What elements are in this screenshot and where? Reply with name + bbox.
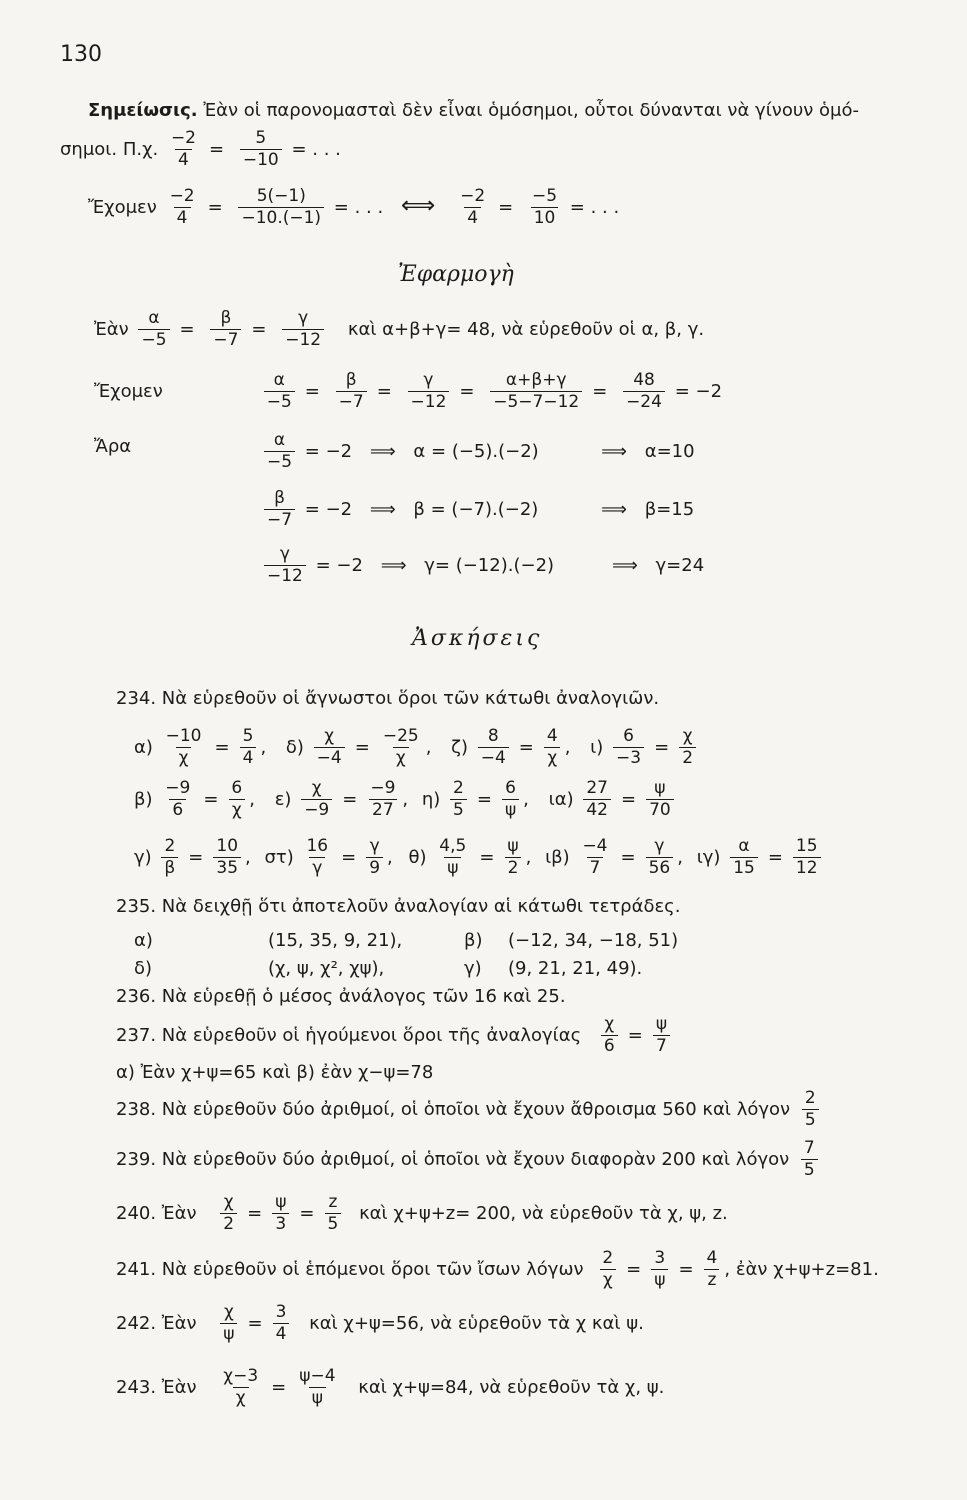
page-number: 130 <box>60 42 102 67</box>
fraction <box>599 1250 616 1290</box>
fraction-denominator: 3 <box>272 1213 289 1234</box>
equals-sign: = <box>271 1376 287 1398</box>
fraction-denominator: χ <box>229 799 245 820</box>
fraction <box>210 310 241 350</box>
equals-sign: = <box>376 380 392 402</box>
fraction-numerator: α <box>273 430 286 450</box>
fraction-denominator: −7 <box>264 509 295 530</box>
fraction <box>730 838 758 878</box>
fraction-denominator: 2 <box>220 1213 237 1234</box>
fraction-denominator: γ <box>309 857 325 878</box>
fraction <box>228 780 245 820</box>
equals-sign: = <box>518 736 534 758</box>
fraction-denominator: 9 <box>366 857 383 878</box>
fraction-numerator: χ <box>604 1014 615 1034</box>
fraction-denominator: 70 <box>646 799 674 820</box>
note-text-2: σημοι. Π.χ. <box>60 138 159 160</box>
solution-row-gamma: $\frac{\gamma}{-12}$ = −2 ⟹ γ= (−12).(−2) ⟹ γ=24 <box>260 546 704 586</box>
application-title: Ἐφαρμογὴ <box>398 262 514 287</box>
fraction <box>436 838 469 878</box>
therefore-label: Ἄρα <box>94 436 132 457</box>
exercise-243: 243. Ἐὰν $\frac{\chi-3}{\chi}$ = $\frac{\psi-4}{\psi}$ καὶ χ+ψ=84, νὰ εὑρεθοῦν τὰ χ, ψ. <box>116 1366 665 1408</box>
fraction-numerator: α <box>738 836 750 856</box>
equals-sign: = <box>251 318 267 340</box>
fraction-denominator: 7 <box>587 857 604 878</box>
implies-arrow: ⟹ <box>369 440 396 462</box>
exercise-242: 242. Ἐὰν $\frac{\chi}{\psi}$ = $\frac{3}{4}$ καὶ χ+ψ=56, νὰ εὑρεθοῦν τὰ χ καὶ ψ. <box>116 1302 644 1344</box>
fraction <box>801 1140 818 1180</box>
note-h-dots: = . . . <box>333 196 384 218</box>
fraction-denominator: 4 <box>273 1323 290 1344</box>
note-label: Σημείωσις. <box>88 100 198 121</box>
fraction-numerator: −2 <box>170 128 196 148</box>
fraction <box>264 432 295 472</box>
fraction-denominator: −5−7−12 <box>490 391 582 412</box>
fraction-denominator: −4 <box>314 747 345 768</box>
fraction <box>336 372 367 412</box>
fraction <box>653 1016 670 1056</box>
equals-sign: = <box>342 788 358 810</box>
exercise-236: 236. Νὰ εὑρεθῇ ὁ μέσος ἀνάλογος τῶν 16 καὶ 25. <box>116 986 566 1007</box>
fraction-denominator: 15 <box>730 857 758 878</box>
fraction-denominator: −12 <box>408 391 450 412</box>
fraction-numerator: χ−3 <box>223 1366 259 1386</box>
fraction <box>504 838 521 878</box>
fraction-denominator: −10 <box>240 149 282 170</box>
equals-sign: = <box>592 380 608 402</box>
fraction <box>303 838 331 878</box>
equals-sign: = <box>767 846 783 868</box>
fraction-numerator: χ <box>324 726 335 746</box>
fraction-numerator: 6 <box>623 726 634 746</box>
fraction-numerator: ψ <box>654 778 666 798</box>
fraction-numerator: β <box>345 370 357 390</box>
fraction-numerator: β <box>220 308 232 328</box>
fraction-numerator: χ <box>223 1192 234 1212</box>
fraction-denominator: −7 <box>336 391 367 412</box>
fraction-denominator: ψ <box>444 857 461 878</box>
fraction <box>408 372 450 412</box>
note-text-1: Ἐὰν οἱ παρονομασταὶ δὲν εἶναι ὁμόσημοι, οὗτοι δύνανται νὰ γίνουν ὁμό- <box>203 100 860 121</box>
have-label: Ἔχομεν <box>94 380 163 402</box>
fraction-numerator: 48 <box>633 370 655 390</box>
equals-sign: = <box>620 788 637 810</box>
fraction-denominator: χ <box>393 747 409 768</box>
fraction-denominator: −9 <box>301 799 332 820</box>
fraction-numerator: ψ−4 <box>299 1366 336 1386</box>
fraction-numerator: 4,5 <box>439 836 467 856</box>
fraction-numerator: −10 <box>165 726 202 746</box>
fraction-numerator: 10 <box>216 836 239 856</box>
fraction-denominator: χ <box>544 747 560 768</box>
fraction-denominator: 6 <box>601 1035 618 1056</box>
fraction <box>490 372 582 412</box>
fraction <box>579 838 610 878</box>
fraction <box>314 728 345 768</box>
fraction <box>623 372 665 412</box>
fraction-denominator: −5 <box>138 329 169 350</box>
note-ex-tail: = . . . <box>291 138 341 160</box>
fraction-denominator: 42 <box>583 799 611 820</box>
fraction <box>163 728 205 768</box>
fraction-denominator: 4 <box>174 207 191 228</box>
fraction <box>613 728 644 768</box>
fraction-numerator: 4 <box>546 726 558 746</box>
equals-sign: = <box>476 788 492 810</box>
fraction-numerator: 2 <box>164 836 176 856</box>
solution-row-beta: $\frac{\beta}{-7}$ = −2 ⟹ β = (−7).(−2) ⟹ β=15 <box>260 490 694 530</box>
fraction-numerator: 3 <box>275 1302 287 1322</box>
fraction <box>679 728 696 768</box>
fraction-numerator: −5 <box>531 186 558 206</box>
ex234-row-1: α) $\frac{-10}{\chi}$ = $\frac{5}{4}$ , δ) $\frac{\chi}{-4}$ = $\frac{-25}{\chi}$ , ζ) $\frac{8}{-4}$ = $\frac{4}{\chi}$ , ι) $\frac{6}{-3}$ = $\frac{\chi}{2}$ <box>134 728 700 768</box>
fraction-numerator: 5 <box>242 726 254 746</box>
fraction <box>502 780 519 820</box>
fraction <box>238 188 324 228</box>
ex234-row-3: γ) $\frac{2}{\beta}$ = $\frac{10}{35}$ , στ) $\frac{16}{\gamma}$ = $\frac{\gamma}{9}$ , θ) $\frac{4,5}{\psi}$ = $\frac{\psi}{2}$ , ιβ) $\frac{-4}{7}$ = $\frac{\gamma}{56}$ , ιγ) $\frac{\alpha}{15}$ = $\frac{15}{12}$ <box>134 838 825 878</box>
fraction-numerator: 15 <box>795 836 818 856</box>
fraction <box>220 1368 261 1408</box>
fraction-denominator: 10 <box>531 207 559 228</box>
fraction-numerator: 6 <box>505 778 516 798</box>
fraction-numerator: −2 <box>169 186 195 206</box>
equals-sign: = <box>203 788 219 810</box>
fraction-denominator: 4 <box>464 207 481 228</box>
fraction-numerator: 27 <box>586 778 608 798</box>
fraction-numerator: χ <box>682 726 693 746</box>
equals-sign: = <box>654 736 670 758</box>
fraction-numerator: 6 <box>231 778 243 798</box>
equals-sign: = <box>304 380 320 402</box>
fraction <box>301 780 332 820</box>
fraction-numerator: 5(−1) <box>256 186 306 206</box>
fraction <box>240 728 257 768</box>
implies-arrow: ⟹ <box>601 498 627 520</box>
application-condition: καὶ α+β+γ= 48, νὰ εὑρεθοῦν οἱ α, β, γ. <box>347 318 705 340</box>
fraction <box>296 1368 338 1408</box>
fraction <box>162 780 193 820</box>
fraction-numerator: 2 <box>453 778 464 798</box>
note-have-label: Ἔχομεν <box>88 196 157 218</box>
fraction <box>168 130 199 170</box>
fraction-denominator: ψ <box>651 1269 668 1290</box>
equals-sign: = <box>247 1312 263 1334</box>
fraction-numerator: γ <box>279 544 290 564</box>
implies-arrow: ⟹ <box>380 554 407 576</box>
fraction-numerator: χ <box>223 1302 234 1322</box>
application-have-line <box>94 372 722 412</box>
fraction <box>802 1090 819 1130</box>
fraction-numerator: −9 <box>370 778 396 798</box>
fraction <box>529 188 560 228</box>
fraction-denominator: 5 <box>801 1159 818 1180</box>
fraction-denominator: 5 <box>325 1213 342 1234</box>
fraction-denominator: −12 <box>282 329 324 350</box>
fraction <box>264 372 295 412</box>
fraction-numerator: β <box>274 488 285 508</box>
fraction-denominator: z <box>704 1269 719 1290</box>
fraction <box>138 310 169 350</box>
fraction-numerator: 7 <box>803 1138 815 1158</box>
fraction-denominator: −10.(−1) <box>238 207 324 228</box>
fraction <box>450 780 467 820</box>
fraction-numerator: 5 <box>255 128 267 148</box>
fraction <box>282 310 324 350</box>
fraction-numerator: 16 <box>306 836 329 856</box>
note-line-3 <box>88 188 619 228</box>
fraction-denominator: −5 <box>264 391 295 412</box>
exercise-237-sub: α) Ἐὰν χ+ψ=65 καὶ β) ἐὰν χ−ψ=78 <box>116 1062 434 1083</box>
fraction <box>544 728 561 768</box>
equals-sign: = <box>247 1202 263 1224</box>
if-label: Ἐὰν <box>94 318 129 340</box>
equals-sign: = <box>479 846 495 868</box>
fraction-denominator: ψ <box>502 799 519 820</box>
equals-sign: = <box>209 138 225 160</box>
fraction-numerator: 8 <box>487 726 499 746</box>
implies-arrow: ⟹ <box>601 440 627 462</box>
fraction <box>478 728 509 768</box>
equals-sign: = <box>299 1202 315 1224</box>
fraction-numerator: γ <box>423 370 434 390</box>
fraction-denominator: −7 <box>210 329 241 350</box>
exercise-237: 237. Νὰ εὑρεθοῦν οἱ ἡγούμενοι ὅροι τῆς ἀναλογίας $\frac{\chi}{6}$ = $\frac{\psi}{7}$ <box>116 1016 674 1056</box>
fraction <box>583 780 611 820</box>
fraction <box>220 1304 237 1344</box>
implies-arrow: ⟹ <box>369 498 396 520</box>
fraction-numerator: α+β+γ <box>505 370 567 390</box>
fraction <box>264 490 295 530</box>
fraction-denominator: 35 <box>213 857 241 878</box>
fraction-denominator: −5 <box>264 451 295 472</box>
fraction-denominator: −4 <box>478 747 509 768</box>
equals-sign: = <box>620 846 636 868</box>
exercise-241: 241. Νὰ εὑρεθοῦν οἱ ἑπόμενοι ὅροι τῶν ἴσων λόγων $\frac{2}{\chi}$ = $\frac{3}{\psi}$ = $\frac{4}{z}$ , ἐὰν χ+ψ+z=81. <box>116 1248 879 1290</box>
fraction-denominator: 5 <box>450 799 467 820</box>
fraction-numerator: 2 <box>602 1248 614 1268</box>
fraction <box>161 838 178 878</box>
fraction-denominator: 2 <box>505 857 522 878</box>
fraction-numerator: −9 <box>165 778 191 798</box>
fraction <box>167 188 198 228</box>
note-line-2 <box>60 130 341 170</box>
exercise-240: 240. Ἐὰν $\frac{\chi}{2}$ = $\frac{\psi}{3}$ = $\frac{z}{5}$ καὶ χ+ψ+z= 200, νὰ εὑρεθοῦν τὰ χ, ψ, z. <box>116 1192 728 1234</box>
fraction-numerator: γ <box>369 836 380 856</box>
fraction-numerator: α <box>273 370 285 390</box>
equals-sign: = <box>459 380 475 402</box>
exercise-235: 235. Νὰ δειχθῇ ὅτι ἀποτελοῦν ἀναλογίαν αἱ κάτωθι τετράδες. <box>116 896 681 917</box>
fraction <box>325 1194 342 1234</box>
fraction <box>646 838 674 878</box>
item-label: α) <box>134 736 153 758</box>
fraction <box>273 1304 290 1344</box>
equals-sign: = <box>188 846 204 868</box>
fraction-denominator: χ <box>600 1269 616 1290</box>
fraction-denominator: 4 <box>240 747 257 768</box>
fraction-numerator: ψ <box>275 1192 287 1212</box>
fraction-numerator: z <box>328 1192 338 1212</box>
fraction-numerator: −2 <box>460 186 486 206</box>
fraction-denominator: 2 <box>679 747 696 768</box>
fraction <box>651 1250 668 1290</box>
exercise-239: 239. Νὰ εὑρεθοῦν δύο ἀριθμοί, οἱ ὁποῖοι νὰ ἔχουν διαφορὰν 200 καὶ λόγον $\frac{7}{5}$ <box>116 1140 822 1180</box>
note-h-tail: = . . . <box>569 196 620 218</box>
fraction <box>213 838 241 878</box>
equals-sign: = <box>627 1024 643 1046</box>
fraction <box>272 1194 289 1234</box>
fraction-denominator: 5 <box>802 1109 819 1130</box>
fraction-numerator: 4 <box>706 1248 718 1268</box>
fraction <box>367 780 398 820</box>
ex235-row-2: δ) (χ, ψ, χ², χψ), γ) (9, 21, 21, 49). <box>134 958 643 979</box>
exercise-234: 234. Νὰ εὑρεθοῦν οἱ ἄγνωστοι ὅροι τῶν κάτωθι ἀναλογιῶν. <box>116 688 660 709</box>
fraction-numerator: ψ <box>507 836 519 856</box>
fraction-numerator: −4 <box>582 836 608 856</box>
fraction-numerator: 3 <box>654 1248 666 1268</box>
fraction <box>601 1016 618 1056</box>
fraction-denominator: 7 <box>653 1035 670 1056</box>
fraction-denominator: ψ <box>220 1323 237 1344</box>
fraction <box>704 1250 721 1290</box>
exercises-title: Ἀσκήσεις <box>412 626 543 651</box>
fraction-denominator: 27 <box>369 799 397 820</box>
equals-sign: = <box>678 1258 694 1280</box>
note-line-1 <box>88 100 859 121</box>
equals-sign: = <box>354 736 370 758</box>
implies-arrow: ⟹ <box>611 554 638 576</box>
equals-sign: = <box>214 736 230 758</box>
ex235-row-1: α) (15, 35, 9, 21), β) (−12, 34, −18, 51) <box>134 930 679 951</box>
fraction-denominator: β <box>161 857 178 878</box>
equals-sign: = <box>341 846 357 868</box>
fraction-denominator: −24 <box>623 391 665 412</box>
fraction-numerator: α <box>148 308 160 328</box>
fraction-denominator: 56 <box>646 857 674 878</box>
fraction <box>366 838 383 878</box>
fraction-denominator: ψ <box>309 1387 326 1408</box>
fraction <box>457 188 488 228</box>
fraction <box>240 130 282 170</box>
equals-sign: = <box>207 196 223 218</box>
solution-row-alpha: $\frac{\alpha}{-5}$ = −2 ⟹ α = (−5).(−2) ⟹ α=10 <box>260 432 695 472</box>
equals-sign: = <box>179 318 195 340</box>
fraction-numerator: γ <box>298 308 309 328</box>
equals-sign: = <box>498 196 514 218</box>
fraction <box>264 546 306 586</box>
fraction <box>220 1194 237 1234</box>
fraction <box>380 728 422 768</box>
fraction-denominator: χ <box>233 1387 249 1408</box>
fraction-denominator: χ <box>176 747 192 768</box>
fraction-numerator: γ <box>654 836 665 856</box>
fraction-denominator: −3 <box>613 747 644 768</box>
have-result: = −2 <box>674 380 723 402</box>
fraction-denominator: 6 <box>169 799 186 820</box>
equals-sign: = <box>626 1258 642 1280</box>
fraction-denominator: −12 <box>264 565 306 586</box>
exercise-238: 238. Νὰ εὑρεθοῦν δύο ἀριθμοί, οἱ ὁποῖοι νὰ ἔχουν ἄθροισμα 560 καὶ λόγον $\frac{2}{5}$ <box>116 1090 823 1130</box>
equivalence-arrow: ⟺ <box>400 190 436 219</box>
fraction-denominator: 4 <box>175 149 192 170</box>
fraction-numerator: ψ <box>655 1014 668 1034</box>
fraction <box>646 780 674 820</box>
fraction <box>793 838 821 878</box>
fraction-numerator: 2 <box>804 1088 816 1108</box>
fraction-numerator: −25 <box>382 726 419 746</box>
ex234-row-2: β) $\frac{-9}{6}$ = $\frac{6}{\chi}$ , ε) $\frac{\chi}{-9}$ = $\frac{-9}{27}$ , η) $\frac{2}{5}$ = $\frac{6}{\psi}$ , ια) $\frac{27}{42}$ = $\frac{\psi}{70}$ <box>134 780 678 820</box>
fraction-numerator: χ <box>311 778 322 798</box>
application-statement <box>94 310 704 350</box>
fraction-denominator: 12 <box>793 857 821 878</box>
